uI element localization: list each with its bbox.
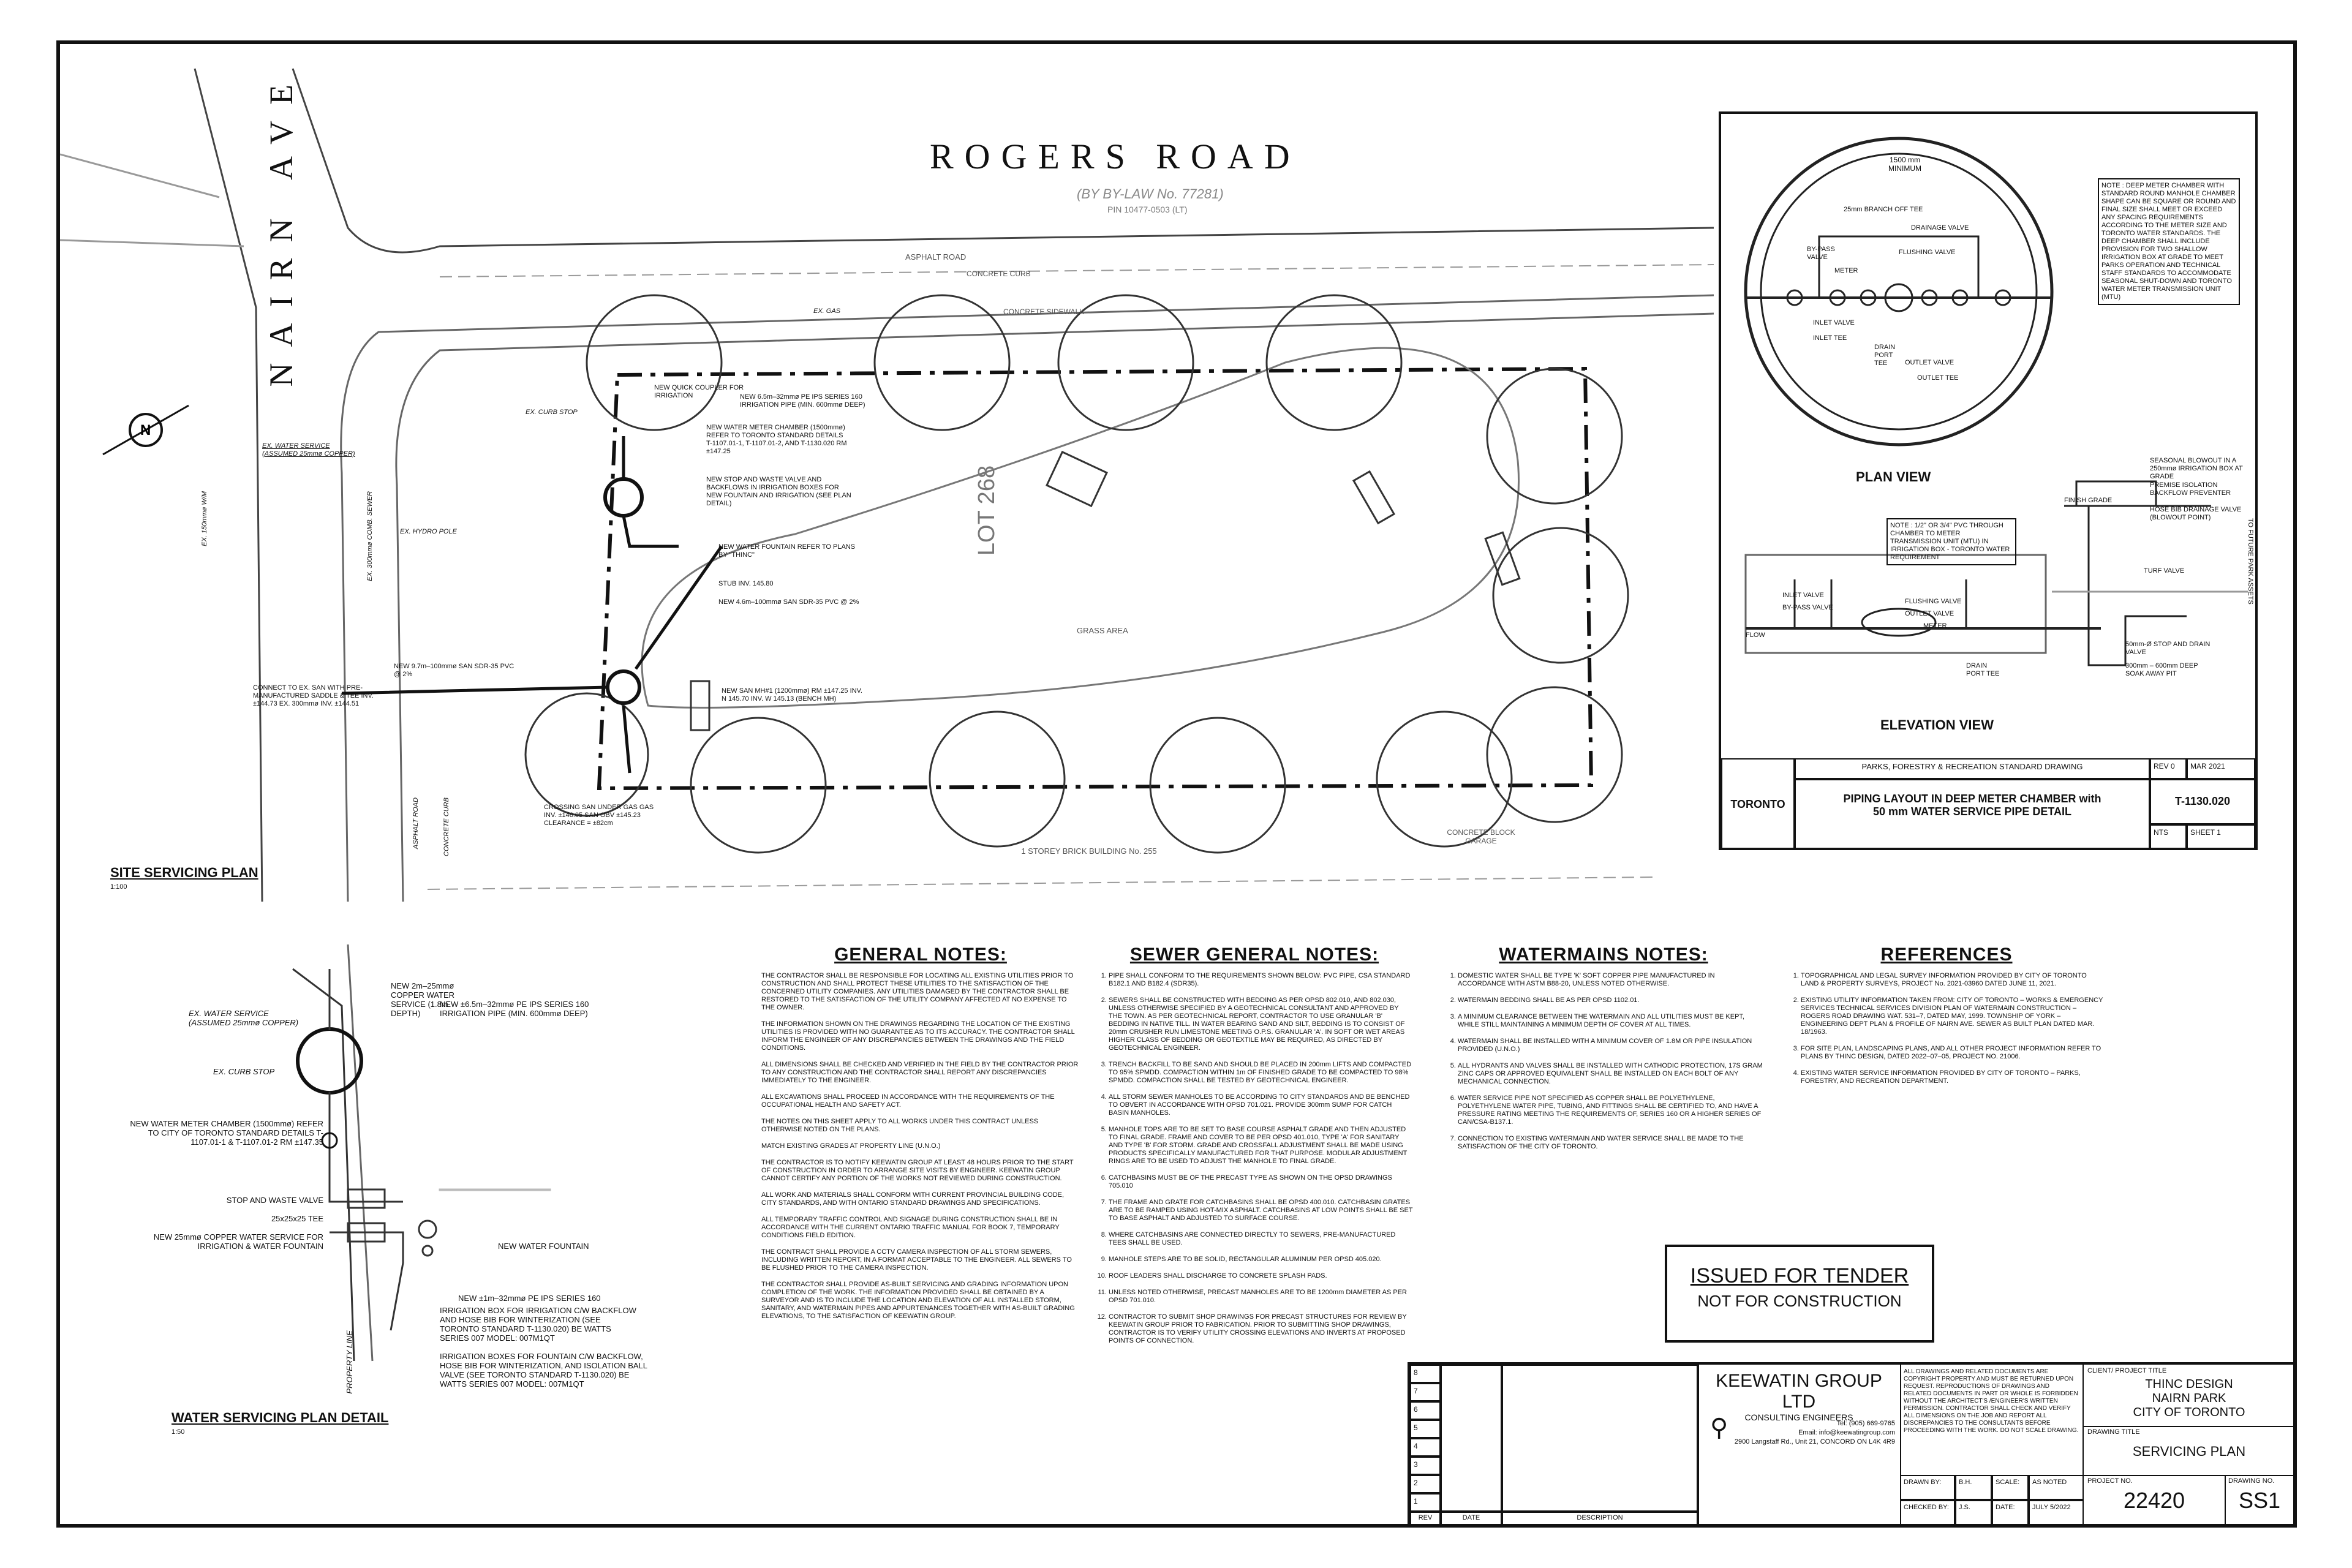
std-elev-turf-valve: TURF VALVE	[2144, 567, 2185, 575]
sewer-note: 10. ROOF LEADERS SHALL DISCHARGE TO CONCRETE SPLASH PADS.	[1109, 1272, 1414, 1280]
client-label: CLIENT/ PROJECT TITLE	[2087, 1367, 2167, 1374]
firm-name: KEEWATIN GROUP LTD	[1716, 1371, 1882, 1412]
detail-label-fountain-box: IRRIGATION BOXES FOR FOUNTAIN C/W BACKFLOW, HOSE BIB FOR WINTERIZATION, AND ISOLATION BALL VALVE (SEE TORONTO STANDARD T-1130.020) BE WATTS SERIES 007 MODEL: 007M1QT	[440, 1352, 647, 1389]
client-line-1: THINC DESIGN	[2145, 1378, 2233, 1391]
detail-label-property-line: PROPERTY LINE	[345, 1330, 354, 1394]
std-date: MAR 2021	[2187, 758, 2255, 779]
reference-item: 4. EXISTING WATER SERVICE INFORMATION PROVIDED BY CITY OF TORONTO – PARKS, FORESTRY, AND RECREATION DEPARTMENT.	[1801, 1069, 2106, 1085]
issued-stamp	[1665, 1245, 1934, 1343]
concrete-curb-side-label: CONCRETE CURB	[443, 797, 450, 856]
general-note: MATCH EXISTING GRADES AT PROPERTY LINE (U.N.O.)	[761, 1142, 941, 1150]
std-elev-future-assets: TO FUTURE PARK ASSETS	[2247, 518, 2254, 605]
general-notes	[761, 944, 1080, 1329]
asphalt-road-side-label: ASPHALT ROAD	[412, 797, 420, 850]
toronto-logo: TORONTO	[1721, 758, 1795, 850]
std-note-2: NOTE : 1/2" OR 3/4" PVC THROUGH CHAMBER TO METER TRANSMISSION UNIT (MTU) IN IRRIGATION BOX - TORONTO WATER REQUIREMENT	[1887, 518, 2016, 565]
firm-block	[1698, 1365, 1901, 1525]
ex-gas-label: EX. GAS	[813, 307, 841, 315]
site-plan-title: SITE SERVICING PLAN	[110, 865, 258, 880]
callout-san-pipe-short: NEW 4.6m–100mmø SAN SDR-35 PVC @ 2%	[718, 598, 859, 606]
std-rev: REV 0	[2150, 758, 2187, 779]
north-arrow-icon	[103, 405, 189, 454]
detail-label-ex-curb-stop: EX. CURB STOP	[213, 1067, 275, 1076]
std-elev-meter: METER	[1923, 622, 1947, 630]
revision-table	[1410, 1365, 1699, 1525]
reference-item: 2. EXISTING UTILITY INFORMATION TAKEN FROM: CITY OF TORONTO – WORKS & EMERGENCY SERVICES TECHNICAL SERVICES DIVISION PLAN OF WATERMAIN CONSTRUCTION – ROGERS ROAD DRAWING WAT. 531–7, DATED MAY, 1999. TOWNSHIP OF YORK – ENGINEERING DEPT PLAN & PROFILE OF NAIRN AVE. SEWER AS BUILT PLAN DATED MAR. 18/1963.	[1801, 997, 2106, 1036]
std-elev-flushing: FLUSHING VALVE	[1905, 598, 1962, 605]
callout-irrigation-pipe: NEW 6.5m–32mmø PE IPS SERIES 160 IRRIGATION PIPE (MIN. 600mmø DEEP)	[740, 393, 865, 409]
concrete-sidewalk-label: CONCRETE SIDEWALK	[1003, 307, 1085, 316]
ex-curb-stop-label: EX. CURB STOP	[526, 409, 578, 416]
drawing-sheet	[56, 40, 2297, 1528]
rev-row: 5	[1410, 1420, 1441, 1438]
concrete-curb-label: CONCRETE CURB	[967, 270, 1031, 278]
ex-comb-sewer-label: EX. 300mmø COMB. SEWER	[366, 491, 374, 581]
sewer-note: 8. WHERE CATCHBASINS ARE CONNECTED DIRECTLY TO SEWERS, PRE-MANUFACTURED TEES SHALL BE USED.	[1109, 1231, 1414, 1247]
std-elev-backflow: PREMISE ISOLATION BACKFLOW PREVENTER	[2150, 481, 2231, 497]
reference-item: 1. TOPOGRAPHICAL AND LEGAL SURVEY INFORMATION PROVIDED BY CITY OF TORONTO LAND & PROPERTY SURVEYS, PROJECT No. 2021-03960 DATED JUNE 11, 2021.	[1801, 972, 2106, 988]
watermain-note: 6. WATER SERVICE PIPE NOT SPECIFIED AS COPPER SHALL BE POLYETHYLENE, POLYETHYLENE WATER PIPE, TUBING, AND FITTINGS SHALL BE CERTIFIED TO, AND HAVE A PRESSURE RATING MEETING THE REQUIREMENTS OF, SERIES 160 OR A HIGHER SERIES OF CAN/CSA-B137.1.	[1458, 1095, 1763, 1126]
std-plan-view-title: PLAN VIEW	[1856, 469, 1931, 484]
road-name: ROGERS ROAD	[930, 137, 1301, 176]
callout-meter-chamber: NEW WATER METER CHAMBER (1500mmø) REFER TO TORONTO STANDARD DETAILS T-1107.01-1, T-1107.01-2, AND T-1130.020 RM ±147.25	[706, 424, 847, 455]
general-note: THE CONTRACTOR IS TO NOTIFY KEEWATIN GROUP AT LEAST 48 HOURS PRIOR TO THE START OF CONSTRUCTION IN ORDER TO ARRANGE SITE VISITS BY ENGINEER. KEEWATIN GROUP CANNOT CERTIFY ANY PORTION OF THE WORKS NOT REVIEWED DURING CONSTRUCTION.	[761, 1159, 1074, 1182]
std-elev-bypass: BY-PASS VALVE	[1782, 604, 1833, 611]
detail-label-tee: 25x25x25 TEE	[271, 1214, 323, 1223]
general-note: ALL DIMENSIONS SHALL BE CHECKED AND VERIFIED IN THE FIELD BY THE CONTRACTOR PRIOR TO ANY CONSTRUCTION AND THE CONTRACTOR SHALL REPORT ANY DISCREPANCIES IMMEDIATELY TO THE ENGINEER.	[761, 1061, 1079, 1084]
sewer-note: 3. TRENCH BACKFILL TO BE SAND AND SHOULD BE PLACED IN 200mm LIFTS AND COMPACTED TO 95% SPMDD. COMPACTION WITHIN 1m OF FINISHED GRADE TO BE COMPACTED TO 98% SPMDD. COMPACTION SHALL BE TESTED BY GEOTECHNICAL ENGINEER.	[1109, 1061, 1414, 1085]
general-notes-title: GENERAL NOTES:	[834, 944, 1007, 965]
drawing-no-label: DRAWING NO.	[2228, 1477, 2275, 1485]
side-road-name: NAIRN AVE	[263, 69, 300, 387]
std-elev-hose-bib: HOSE BIB DRAINAGE VALVE (BLOWOUT POINT)	[2150, 506, 2242, 521]
general-note: THE CONTRACTOR SHALL PROVIDE AS-BUILT SERVICING AND GRADING INFORMATION UPON COMPLETION OF THE WORK. THE INFORMATION PROVIDED SHALL BE OBTAINED BY A SURVEYOR AND IS TO INCLUDE THE LOCATION AND ELEVATION OF ALL INSTALLED STORM, SANITARY, AND WATERMAIN PIPES AND APPURTENANCES TOGETHER WITH AS-BUILT GRADING ELEVATIONS, TO THE SATISFACTION OF KEEWATIN GROUP.	[761, 1281, 1075, 1320]
std-elev-soak-pit: 300mm – 600mm DEEP SOAK AWAY PIT	[2125, 662, 2198, 677]
callout-gas-crossing: CROSSING SAN UNDER GAS GAS INV. ±146.05 SAN OBV ±145.23 CLEARANCE = ±82cm	[544, 804, 654, 827]
std-plan-label-drainage: DRAINAGE VALVE	[1911, 224, 1969, 232]
callout-stop-waste-valve: NEW STOP AND WASTE VALVE AND BACKFLOWS IN IRRIGATION BOXES FOR NEW FOUNTAIN AND IRRIGATION (SEE PLAN DETAIL)	[706, 476, 851, 507]
callout-quick-coupler: NEW QUICK COUPLER FOR IRRIGATION	[654, 384, 744, 399]
watermain-note: 1. DOMESTIC WATER SHALL BE TYPE 'K' SOFT COPPER PIPE MANUFACTURED IN ACCORDANCE WITH ASTM B88-20, UNLESS NOTED OTHERWISE.	[1458, 972, 1763, 988]
watermain-note: 2. WATERMAIN BEDDING SHALL BE AS PER OPSD 1102.01.	[1458, 997, 1763, 1005]
detail-label-fountain: NEW WATER FOUNTAIN	[498, 1242, 589, 1251]
garage-label: CONCRETE BLOCK GARAGE	[1447, 828, 1515, 845]
references-title: REFERENCES	[1880, 944, 2013, 965]
general-note: THE INFORMATION SHOWN ON THE DRAWINGS REGARDING THE LOCATION OF THE EXISTING UTILITIES IS PROVIDED WITH NO GUARANTEE AS TO ITS ACCURACY. THE CONTRACTOR SHALL INFORM THE ENGINEER OF ANY DISCREPANCIES BETWEEN THE DRAWINGS AND THE FIELD CONDITIONS.	[761, 1020, 1075, 1052]
std-note: NOTE : DEEP METER CHAMBER WITH STANDARD ROUND MANHOLE CHAMBER SHAPE CAN BE SQUARE OR ROUND AND FINAL SIZE SHALL MEET OR EXCEED ANY SPACING REQUIREMENTS ACCORDING TO THE METER SIZE AND TORONTO WATER STANDARDS. THE DEEP CHAMBER SHALL INCLUDE PROVISION FOR TWO SHALLOW IRRIGATION BOX AT GRADE TO MEET PARKS OPERATION AND TECHNICAL STAFF STANDARDS TO ACCOMMODATE SEASONAL SHUT-DOWN AND TORONTO WATER METER TRANSMISSION UNIT (MTU)	[2098, 178, 2240, 305]
sewer-notes-title: SEWER GENERAL NOTES:	[1129, 944, 1379, 965]
firm-address: 2900 Langstaff Rd., Unit 21, CONCORD ON L4K 4R9	[1734, 1438, 1895, 1446]
detail-label-irrigation-pipe: NEW ±6.5m–32mmø PE IPS SERIES 160 IRRIGATION PIPE (MIN. 600mmø DEEP)	[440, 1000, 589, 1018]
callout-connect-ex-san: CONNECT TO EX. SAN WITH PRE-MANUFACTURED SADDLE & TEE INV. ±144.73 EX. 300mmø INV. ±144.51	[253, 684, 374, 707]
std-sheet: SHEET 1	[2187, 824, 2255, 850]
std-elev-inlet: INLET VALVE	[1782, 592, 1824, 599]
std-drawing-title: PIPING LAYOUT IN DEEP METER CHAMBER with 50 mm WATER SERVICE PIPE DETAIL	[1795, 779, 2150, 850]
std-elev-stop-drain: 50mm-Ø STOP AND DRAIN VALVE	[2125, 641, 2211, 656]
sewer-note: 6. CATCHBASINS MUST BE OF THE PRECAST TYPE AS SHOWN ON THE OPSD DRAWINGS 705.010	[1109, 1174, 1414, 1190]
general-note: ALL EXCAVATIONS SHALL PROCEED IN ACCORDANCE WITH THE REQUIREMENTS OF THE OCCUPATIONAL HEALTH AND SAFETY ACT.	[761, 1093, 1055, 1109]
drawn-by: B.H.	[1955, 1475, 1992, 1500]
drawing-no-block	[2225, 1475, 2294, 1525]
std-elev-finish-grade: FINISH GRADE	[2064, 497, 2113, 504]
date-header: DATE	[1441, 1512, 1502, 1525]
std-nts: NTS	[2150, 824, 2187, 850]
detail-label-new-copper: NEW 25mmø COPPER WATER SERVICE FOR IRRIGATION & WATER FOUNTAIN	[153, 1232, 323, 1251]
project-no-label: PROJECT NO.	[2087, 1477, 2133, 1485]
general-note: ALL WORK AND MATERIALS SHALL CONFORM WITH CURRENT PROVINCIAL BUILDING CODE, CITY STANDARDS, AND WITH ONTARIO STANDARD DRAWINGS AND SPECIFICATIONS.	[761, 1191, 1065, 1207]
project-no: 22420	[2123, 1488, 2185, 1513]
drawn-by-label: DRAWN BY:	[1900, 1475, 1955, 1500]
watermain-note: 7. CONNECTION TO EXISTING WATERMAIN AND WATER SERVICE SHALL BE MADE TO THE SATISFACTION OF THE CITY OF TORONTO.	[1458, 1135, 1763, 1151]
drawing-title: SERVICING PLAN	[2132, 1444, 2246, 1459]
scale-value: AS NOTED	[2029, 1475, 2084, 1500]
rev-row: 2	[1410, 1475, 1441, 1493]
project-no-block	[2084, 1475, 2226, 1525]
stamp-line-2: NOT FOR CONSTRUCTION	[1697, 1292, 1902, 1310]
desc-col	[1502, 1365, 1698, 1512]
client-block	[2084, 1365, 2294, 1427]
drawing-title-label: DRAWING TITLE	[2087, 1428, 2140, 1436]
lot-label: LOT 268	[974, 465, 1000, 556]
date-label: DATE:	[1992, 1500, 2029, 1525]
std-elevation-title: ELEVATION VIEW	[1880, 717, 1994, 733]
std-plan-label-outlet-valve: OUTLET VALVE	[1905, 359, 1954, 366]
std-dim: 1500 mm MINIMUM	[1888, 156, 1921, 173]
std-number: T-1130.020	[2150, 779, 2255, 824]
grass-area-label: GRASS AREA	[1077, 626, 1128, 635]
firm-logo-icon: ⚲	[1710, 1414, 1728, 1441]
general-note: THE NOTES ON THIS SHEET APPLY TO ALL WORKS UNDER THIS CONTRACT UNLESS OTHERWISE NOTED ON THE PLANS.	[761, 1118, 1039, 1133]
detail-label-meter-chamber: NEW WATER METER CHAMBER (1500mmø) REFER TO CITY OF TORONTO STANDARD DETAILS T-1107.01-1 & T-1107.01-2 RM ±147.35	[130, 1119, 323, 1147]
std-plan-label-inlet-tee: INLET TEE	[1813, 334, 1847, 342]
sewer-note: 2. SEWERS SHALL BE CONSTRUCTED WITH BEDDING AS PER OPSD 802.010, AND 802.030, UNLESS OTHERWISE SPECIFIED BY A GEOTECHNICAL CONSULTANT AND APPROVED BY THE TOWN. AS PER GEOTECHNICAL REPORT, CONTRACTOR TO USE GRANULAR 'B' BEDDING IN NATIVE TILL. IN WATER BEARING SAND AND SILT, BEDDING IS TO CONSIST OF 20mm CRUSHER RUN LIMESTONE MEETING O.P.S. GRANULAR 'A'. IN SOFT OR WET AREAS HIGHER CLASS OF BEDDING OR GEOTEXTILE MAY BE REQUIRED, AS DIRECTED BY GEOTECHNICAL ENGINEER.	[1109, 997, 1414, 1052]
client-line-3: CITY OF TORONTO	[2133, 1406, 2245, 1419]
stamp-line-1: ISSUED FOR TENDER	[1690, 1264, 1909, 1287]
detail-label-irrigation-box: IRRIGATION BOX FOR IRRIGATION C/W BACKFLOW AND HOSE BIB FOR WINTERIZATION (SEE TORONTO STANDARD T-1130.020) BE WATTS SERIES 007 MODEL: 007M1QT	[440, 1306, 636, 1343]
standard-drawing-box	[1719, 111, 2258, 850]
firm-email: Email: info@keewatingroup.com	[1798, 1429, 1895, 1436]
rev-header: REV	[1410, 1512, 1441, 1525]
callout-stub-inv: STUB INV. 145.80	[718, 580, 774, 587]
road-bylaw: (BY BY-LAW No. 77281)	[1077, 186, 1224, 202]
ex-water-service-label: EX. WATER SERVICE (ASSUMED 25mmø COPPER)	[262, 442, 355, 458]
general-note: THE CONTRACT SHALL PROVIDE A CCTV CAMERA INSPECTION OF ALL STORM SEWERS, INCLUDING WRITTEN REPORT, IN A FORMAT ACCEPTABLE TO THE ENGINEER. ALL SEWERS TO BE FLUSHED PRIOR TO THE CAMERA INSPECTION.	[761, 1248, 1072, 1272]
sewer-note: 7. THE FRAME AND GRATE FOR CATCHBASINS SHALL BE OPSD 400.010. CATCHBASIN GRATES ARE TO BE RAMPED USING HOT-MIX ASPHALT. CATCHBASINS AT LOW POINTS SHALL BE SET TO BASE ASPHALT AND ADJUSTED TO SURFACE COURSE.	[1109, 1199, 1414, 1223]
asphalt-road-label: ASPHALT ROAD	[905, 252, 967, 262]
sewer-note: 5. MANHOLE TOPS ARE TO BE SET TO BASE COURSE ASPHALT GRADE AND THEN ADJUSTED TO FINAL GRADE. FRAME AND COVER TO BE PER OPSD 401.010, TYPE 'A' FOR SANITARY AND TYPE 'B' FOR STORM. GRADE AND CROSSFALL ADJUSTMENT SHALL BE MADE USING PRODUCTS SPECIFICALLY MANUFACTURED FOR THAT PURPOSE. MODULAR ADJUSTMENT RINGS ARE TO BE USED TO ADJUST THE MANHOLE TO FINAL GRADE.	[1109, 1126, 1414, 1166]
callout-water-fountain: NEW WATER FOUNTAIN REFER TO PLANS BY "THINC"	[718, 543, 856, 559]
drawing-title-block	[2084, 1426, 2294, 1476]
std-plan-label-flushing: FLUSHING VALVE	[1899, 249, 1956, 256]
std-elev-drain-tee: DRAIN PORT TEE	[1966, 662, 2000, 677]
date-col	[1441, 1365, 1502, 1512]
rev-row: 6	[1410, 1401, 1441, 1420]
site-plan-scale: 1:100	[110, 883, 127, 891]
sewer-note: 9. MANHOLE STEPS ARE TO BE SOLID, RECTANGULAR ALUMINUM PER OPSD 405.020.	[1109, 1256, 1414, 1264]
client-line-2: NAIRN PARK	[2152, 1392, 2226, 1405]
svg-text:N: N	[140, 422, 151, 439]
callout-san-pipe-long: NEW 9.7m–100mmø SAN SDR-35 PVC @ 2%	[394, 663, 514, 678]
desc-header: DESCRIPTION	[1502, 1512, 1698, 1525]
date-value: JULY 5/2022	[2029, 1500, 2084, 1525]
rev-row: 1	[1410, 1493, 1441, 1512]
scale-label: SCALE:	[1992, 1475, 2029, 1500]
sewer-notes	[1095, 944, 1414, 1354]
detail-label-copper-service: NEW 2m–25mmø COPPER WATER SERVICE (1.8m DEPTH)	[391, 981, 455, 1018]
detail-label-ex-water: EX. WATER SERVICE (ASSUMED 25mmø COPPER)	[189, 1009, 299, 1027]
building-label: 1 STOREY BRICK BUILDING No. 255	[1021, 846, 1157, 856]
road-pin: PIN 10477-0503 (LT)	[1107, 205, 1188, 214]
firm-subtitle: CONSULTING ENGINEERS	[1744, 1412, 1853, 1422]
sewer-note: 12. CONTRACTOR TO SUBMIT SHOP DRAWINGS FOR PRECAST STRUCTURES FOR REVIEW BY KEEWATIN GROUP PRIOR TO FABRICATION. PRIOR TO SUBMITTING SHOP DRAWINGS, CONTRACTOR IS TO VERIFY UTILITY CROSSING ELEVATIONS AND INVERTS AT PROPOSED POINTS OF CONNECTION.	[1109, 1313, 1414, 1345]
title-block	[1408, 1362, 2297, 1528]
general-note: THE CONTRACTOR SHALL BE RESPONSIBLE FOR LOCATING ALL EXISTING UTILITIES PRIOR TO CONSTRUCTION AND SHALL PROTECT THESE UTILITIES TO THE SATISFACTION OF THE CONCERNED UTILITY COMPANIES. ANY UTILITIES DAMAGED BY THE CONTRACTOR SHALL BE RESTORED TO THE SATISFACTION OF THE UTILITY COMPANY AFFECTED AT NO EXPENSE TO THE OWNER.	[761, 972, 1074, 1011]
general-note: ALL TEMPORARY TRAFFIC CONTROL AND SIGNAGE DURING CONSTRUCTION SHALL BE IN ACCORDANCE WITH THE CURRENT ONTARIO TRAFFIC MANUAL FOR BOOK 7, TEMPORARY CONDITIONS FIELD EDITION.	[761, 1216, 1060, 1239]
ex-hydro-pole-label: EX. HYDRO POLE	[400, 528, 457, 535]
std-elev-outlet: OUTLET VALVE	[1905, 610, 1954, 617]
std-dept: PARKS, FORESTRY & RECREATION STANDARD DRAWING	[1795, 758, 2150, 779]
rev-row: 7	[1410, 1383, 1441, 1401]
detail-label-pe-pipe: NEW ±1m–32mmø PE IPS SERIES 160	[458, 1294, 601, 1303]
copyright-note: ALL DRAWINGS AND RELATED DOCUMENTS ARE COPYRIGHT PROPERTY AND MUST BE RETURNED UPON REQUEST. REPRODUCTIONS OF DRAWINGS AND RELATED DOCUMENTS IN PART OR WHOLE IS FORBIDDEN WITHOUT THE ARCHITECT'S /ENGINEER'S WRITTEN PERMISSION. CONTRACTOR SHALL CHECK AND VERIFY ALL DIMENSIONS ON THE JOB AND REPORT ALL DISCREPANCIES TO THE CONSULTANTS BEFORE PROCEEDING WITH THE WORK. DO NOT SCALE DRAWING.	[1900, 1365, 2084, 1475]
sewer-note: 11. UNLESS NOTED OTHERWISE, PRECAST MANHOLES ARE TO BE 1200mm DIAMETER AS PER OPSD 701.010.	[1109, 1289, 1414, 1305]
callout-san-manhole: NEW SAN MH#1 (1200mmø) RM ±147.25 INV. N 145.70 INV. W 145.13 (BENCH MH)	[722, 687, 862, 703]
sewer-note: 4. ALL STORM SEWER MANHOLES TO BE ACCORDING TO CITY STANDARDS AND BE BENCHED TO OBVERT IN ACCORDANCE WITH OPSD 701.021. PROVIDE 300mm SUMP FOR CATCH BASIN MANHOLES.	[1109, 1093, 1414, 1117]
std-plan-label-drain-tee: DRAIN PORT TEE	[1874, 344, 1896, 367]
drawing-no: SS1	[2238, 1488, 2281, 1513]
std-elev-flow: FLOW	[1746, 631, 1765, 639]
watermain-note: 4. WATERMAIN SHALL BE INSTALLED WITH A MINIMUM COVER OF 1.8M OR PIPE INSULATION PROVIDED (U.N.O.)	[1458, 1038, 1763, 1054]
detail-scale: 1:50	[172, 1428, 185, 1436]
sewer-note: 1. PIPE SHALL CONFORM TO THE REQUIREMENTS SHOWN BELOW: PVC PIPE, CSA STANDARD B182.1 AND B182.4 (SDR35).	[1109, 972, 1414, 988]
std-plan-label-outlet-tee: OUTLET TEE	[1917, 374, 1959, 382]
detail-label-stop-waste: STOP AND WASTE VALVE	[226, 1196, 323, 1205]
rev-row: 4	[1410, 1438, 1441, 1457]
checked-by-label: CHECKED BY:	[1900, 1500, 1955, 1525]
san-manhole	[608, 671, 639, 703]
watermain-note: 3. A MINIMUM CLEARANCE BETWEEN THE WATERMAIN AND ALL UTILITIES MUST BE KEPT, WHILE STILL MAINTAINING A MINIMUM DEPTH OF COVER AT ALL TIMES.	[1458, 1013, 1763, 1029]
references	[1787, 944, 2106, 1094]
watermain-notes	[1444, 944, 1763, 1159]
watermain-notes-title: WATERMAINS NOTES:	[1499, 944, 1708, 965]
firm-tel: Tel: (905) 669-9765	[1836, 1420, 1895, 1427]
std-elev-blowout: SEASONAL BLOWOUT IN A 250mmø IRRIGATION BOX AT GRADE	[2150, 457, 2243, 480]
std-plan-label-bypass: BY-PASS VALVE	[1807, 246, 1835, 261]
checked-by: J.S.	[1955, 1500, 1992, 1525]
rev-row: 3	[1410, 1457, 1441, 1475]
std-plan-label-branch-tee: 25mm BRANCH OFF TEE	[1844, 206, 1923, 213]
std-plan-label-meter: METER	[1834, 267, 1858, 274]
watermain-note: 5. ALL HYDRANTS AND VALVES SHALL BE INSTALLED WITH CATHODIC PROTECTION, 17S GRAM ZINC CAPS OR APPROVED EQUIVALENT SHALL BE INSTALLED ON EACH BOLT OF ANY MECHANICAL CONNECTION.	[1458, 1062, 1763, 1086]
reference-item: 3. FOR SITE PLAN, LANDSCAPING PLANS, AND ALL OTHER PROJECT INFORMATION REFER TO PLANS BY THINC DESIGN, DATED 2022–07–05, PROJECT NO. 21006.	[1801, 1045, 2106, 1061]
detail-title: WATER SERVICING PLAN DETAIL	[172, 1410, 389, 1425]
rev-row: 8	[1410, 1365, 1441, 1383]
ex-watermain-label: EX. 150mmø W/M	[201, 491, 208, 546]
std-plan-label-inlet-valve: INLET VALVE	[1813, 319, 1855, 326]
